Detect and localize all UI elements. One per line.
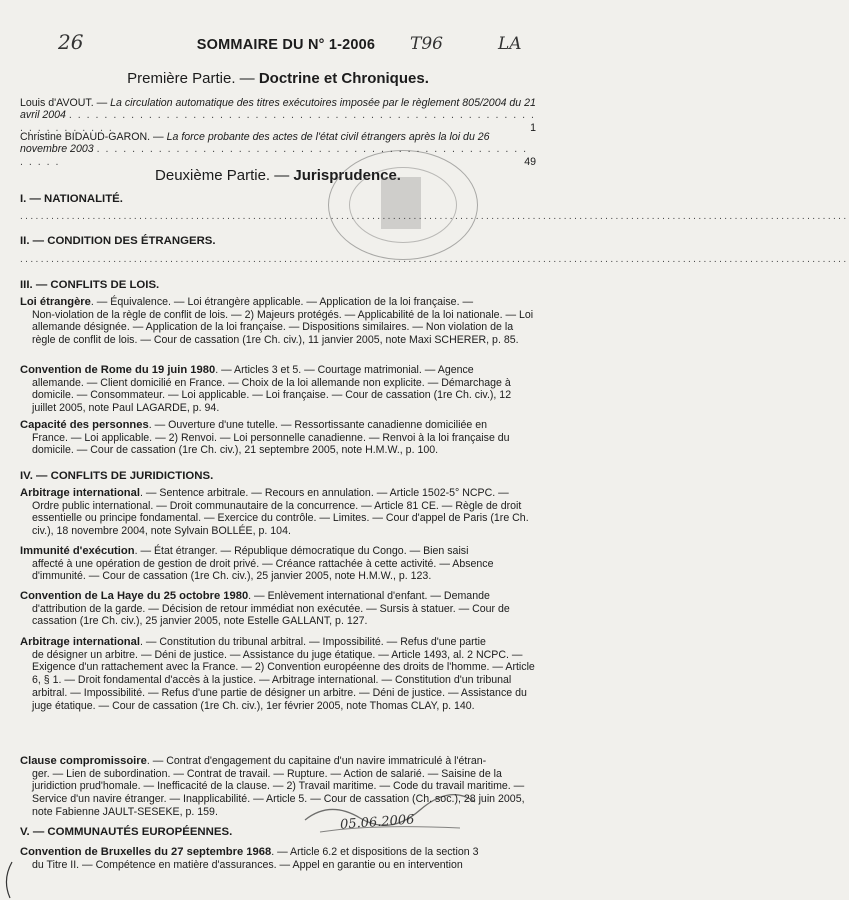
case-entry: [20, 846, 538, 871]
article-item: [20, 131, 536, 168]
section-heading: V. — COMMUNAUTÉS EUROPÉENNES.: [20, 826, 233, 838]
article-page: 1: [530, 121, 536, 134]
entry-keyword: Loi étrangère: [20, 296, 91, 308]
part-two-title: Jurisprudence.: [293, 167, 401, 184]
part-one-title: Doctrine et Chroniques.: [258, 70, 429, 87]
case-entry: [20, 419, 538, 457]
part-one-label: Première Partie. —: [127, 70, 255, 87]
entry-body: affecté à une opération de gestion de droit privé. — Créance rattachée à cette activité. — Absence d'immunité. — Cour de cassation (1re Ch. civ.), 25 janvier 2005, note H.M.W., p. 123.: [32, 557, 494, 583]
section-heading: II. — CONDITION DES ÉTRANGERS.: [20, 235, 216, 247]
dot-leader: . . . . . . . . . . . . . . . . . . . . . . . . . . . . . . . . . . . . . . . . . . . . . . . . . . . . . .: [20, 143, 528, 168]
margin-bracket-icon: [0, 860, 14, 900]
part-two-label: Deuxième Partie. —: [155, 167, 290, 184]
section-heading: IV. — CONFLITS DE JURIDICTIONS.: [20, 470, 214, 482]
entry-body: du Titre II. — Compétence en matière d'assurances. — Appel en garantie ou en intervention: [32, 858, 463, 871]
article-author: Louis d'AVOUT. —: [20, 97, 108, 109]
article-title: La force probante des actes de l'état civil étrangers après la loi du 26 novembre 2003: [20, 131, 490, 156]
entry-body: ger. — Lien de subordination. — Contrat de travail. — Rupture. — Action de salarié. — Saisine de la juridiction prud'homale. — Inefficacité de la clause. — 2) Travail maritime. — Code du travail maritime. — Service d'un navire étranger. — Inapplicabilité. — Article 5. — Cour de cassation (Ch. soc.), 28 juin 2005, note Fabienne JAULT-SESEKE, p. 159.: [32, 767, 525, 818]
dot-leader: ................................................................................................................................................................: [20, 254, 849, 265]
section-heading: I. — NATIONALITÉ.: [20, 193, 123, 205]
entry-body: Ordre public international. — Droit communautaire de la concurrence. — Article 81 CE. — Règle de droit essentielle ou principe fondamental. — Exercice du contrôle. — Limites. — Cour d'appel de Paris (1re Ch. civ.), 18 novembre 2004, note Sylvain BOLLÉE, p. 104.: [32, 499, 529, 538]
entry-first-line: . — Articles 3 et 5. — Courtage matrimonial. — Agence: [215, 364, 474, 376]
page-title: SOMMAIRE DU N° 1-2006: [196, 37, 376, 53]
case-entry: [20, 590, 538, 628]
entry-first-line: . — Ouverture d'une tutelle. — Ressortissante canadienne domiciliée en: [148, 419, 487, 431]
article-page: 49: [524, 155, 536, 168]
handwritten-mark-right: LA: [498, 34, 522, 54]
entry-body: de désigner un arbitre. — Déni de justice. — Assistance du juge étatique. — Article 1493, al. 2 NCPC. — Exigence d'un rattachement avec la France. — 2) Convention européenne des droits de l'homme. — Article 6, § 1. — Droit fondamental d'accès à la justice. — Arbitrage international. — Constitution d'un tribunal arbitral. — Impossibilité. — Refus d'une partie de désigner un arbitre. — Déni de justice. — Assistance du juge étatique. — Cour de cassation (1re Ch. civ.), 1er février 2005, note Thomas CLAY, p. 140.: [32, 648, 535, 712]
entry-first-line: . — Article 6.2 et dispositions de la section 3: [271, 846, 479, 858]
entry-keyword: Immunité d'exécution: [20, 545, 135, 557]
dot-leader: ................................................................................................................................................................: [20, 211, 849, 222]
article-item: [20, 97, 536, 134]
entry-first-line: . — Sentence arbitrale. — Recours en annulation. — Article 1502-5° NCPC. —: [139, 487, 509, 499]
entry-keyword: Arbitrage international: [20, 487, 140, 499]
entry-keyword: Convention de Rome du 19 juin 1980: [20, 364, 216, 376]
entry-body: d'attribution de la garde. — Décision de retour immédiat non exécutée. — Sursis à statuer. — Cour de cassation (1re Ch. civ.), 25 janvier 2005, note Estelle GALLANT, p. 127.: [32, 602, 510, 628]
entry-keyword: Capacité des personnes: [20, 419, 149, 431]
entry-first-line: . — Contrat d'engagement du capitaine d'un navire immatriculé à l'étran-: [146, 755, 487, 767]
handwritten-code-mid: T96: [410, 34, 443, 54]
case-entry: [20, 636, 538, 712]
entry-keyword: Arbitrage international: [20, 636, 140, 648]
handwritten-date: 05.06.2006: [339, 812, 415, 833]
entry-keyword: Convention de La Haye du 25 octobre 1980: [20, 590, 249, 602]
entry-first-line: . — Équivalence. — Loi étrangère applicable. — Application de la loi française. —: [90, 296, 474, 308]
entry-first-line: . — État étranger. — République démocratique du Congo. — Bien saisi: [134, 545, 469, 557]
part-two-heading: [0, 167, 556, 184]
library-stamp: [328, 150, 478, 260]
article-author: Christine BIDAUD-GARON. —: [20, 131, 164, 143]
case-entry: [20, 487, 538, 538]
entry-keyword: Convention de Bruxelles du 27 septembre 1968: [20, 846, 272, 858]
case-entry: [20, 545, 538, 583]
entry-body: France. — Loi applicable. — 2) Renvoi. — Loi personnelle canadienne. — Renvoi à la loi française du domicile. — Cour de cassation (1re Ch. civ.), 21 septembre 2005, note H.M.W., p. 100.: [32, 431, 510, 457]
section-heading: III. — CONFLITS DE LOIS.: [20, 279, 160, 291]
handwritten-number-left: 26: [58, 30, 84, 54]
entry-first-line: . — Constitution du tribunal arbitral. — Impossibilité. — Refus d'une partie: [139, 636, 486, 648]
entry-body: allemande. — Client domicilié en France. — Choix de la loi allemande non explicite. — Démarchage à domicile. — Consommateur. — Loi applicable. — Loi française. — Cour de cassation (1re Ch. civ.), 12 juillet 2005, note Paul LAGARDE, p. 94.: [32, 376, 512, 415]
signature-scribble-icon: [300, 780, 480, 840]
part-one-heading: [0, 70, 556, 87]
entry-keyword: Clause compromissoire: [20, 755, 147, 767]
entry-body: Non-violation de la règle de conflit de lois. — 2) Majeurs protégés. — Applicabilité de la loi nationale. — Loi allemande désignée. — Application de la loi française. — Dispositions similaires. — Non violation de la règle de conflit de lois. — Cour de cassation (1re Ch. civ.), 11 janvier 2005, note Maxi SCHERER, p. 85.: [32, 308, 534, 347]
case-entry: [20, 296, 538, 347]
entry-first-line: . — Enlèvement international d'enfant. — Demande: [248, 590, 490, 602]
article-title: La circulation automatique des titres exécutoires imposée par le règlement 805/2004 du 21 avril 2004: [20, 97, 536, 122]
case-entry: [20, 364, 538, 415]
dot-leader: . . . . . . . . . . . . . . . . . . . . . . . . . . . . . . . . . . . . . . . . . . . . . . . . . . . . . . . . . . . . . . . .: [20, 109, 536, 134]
